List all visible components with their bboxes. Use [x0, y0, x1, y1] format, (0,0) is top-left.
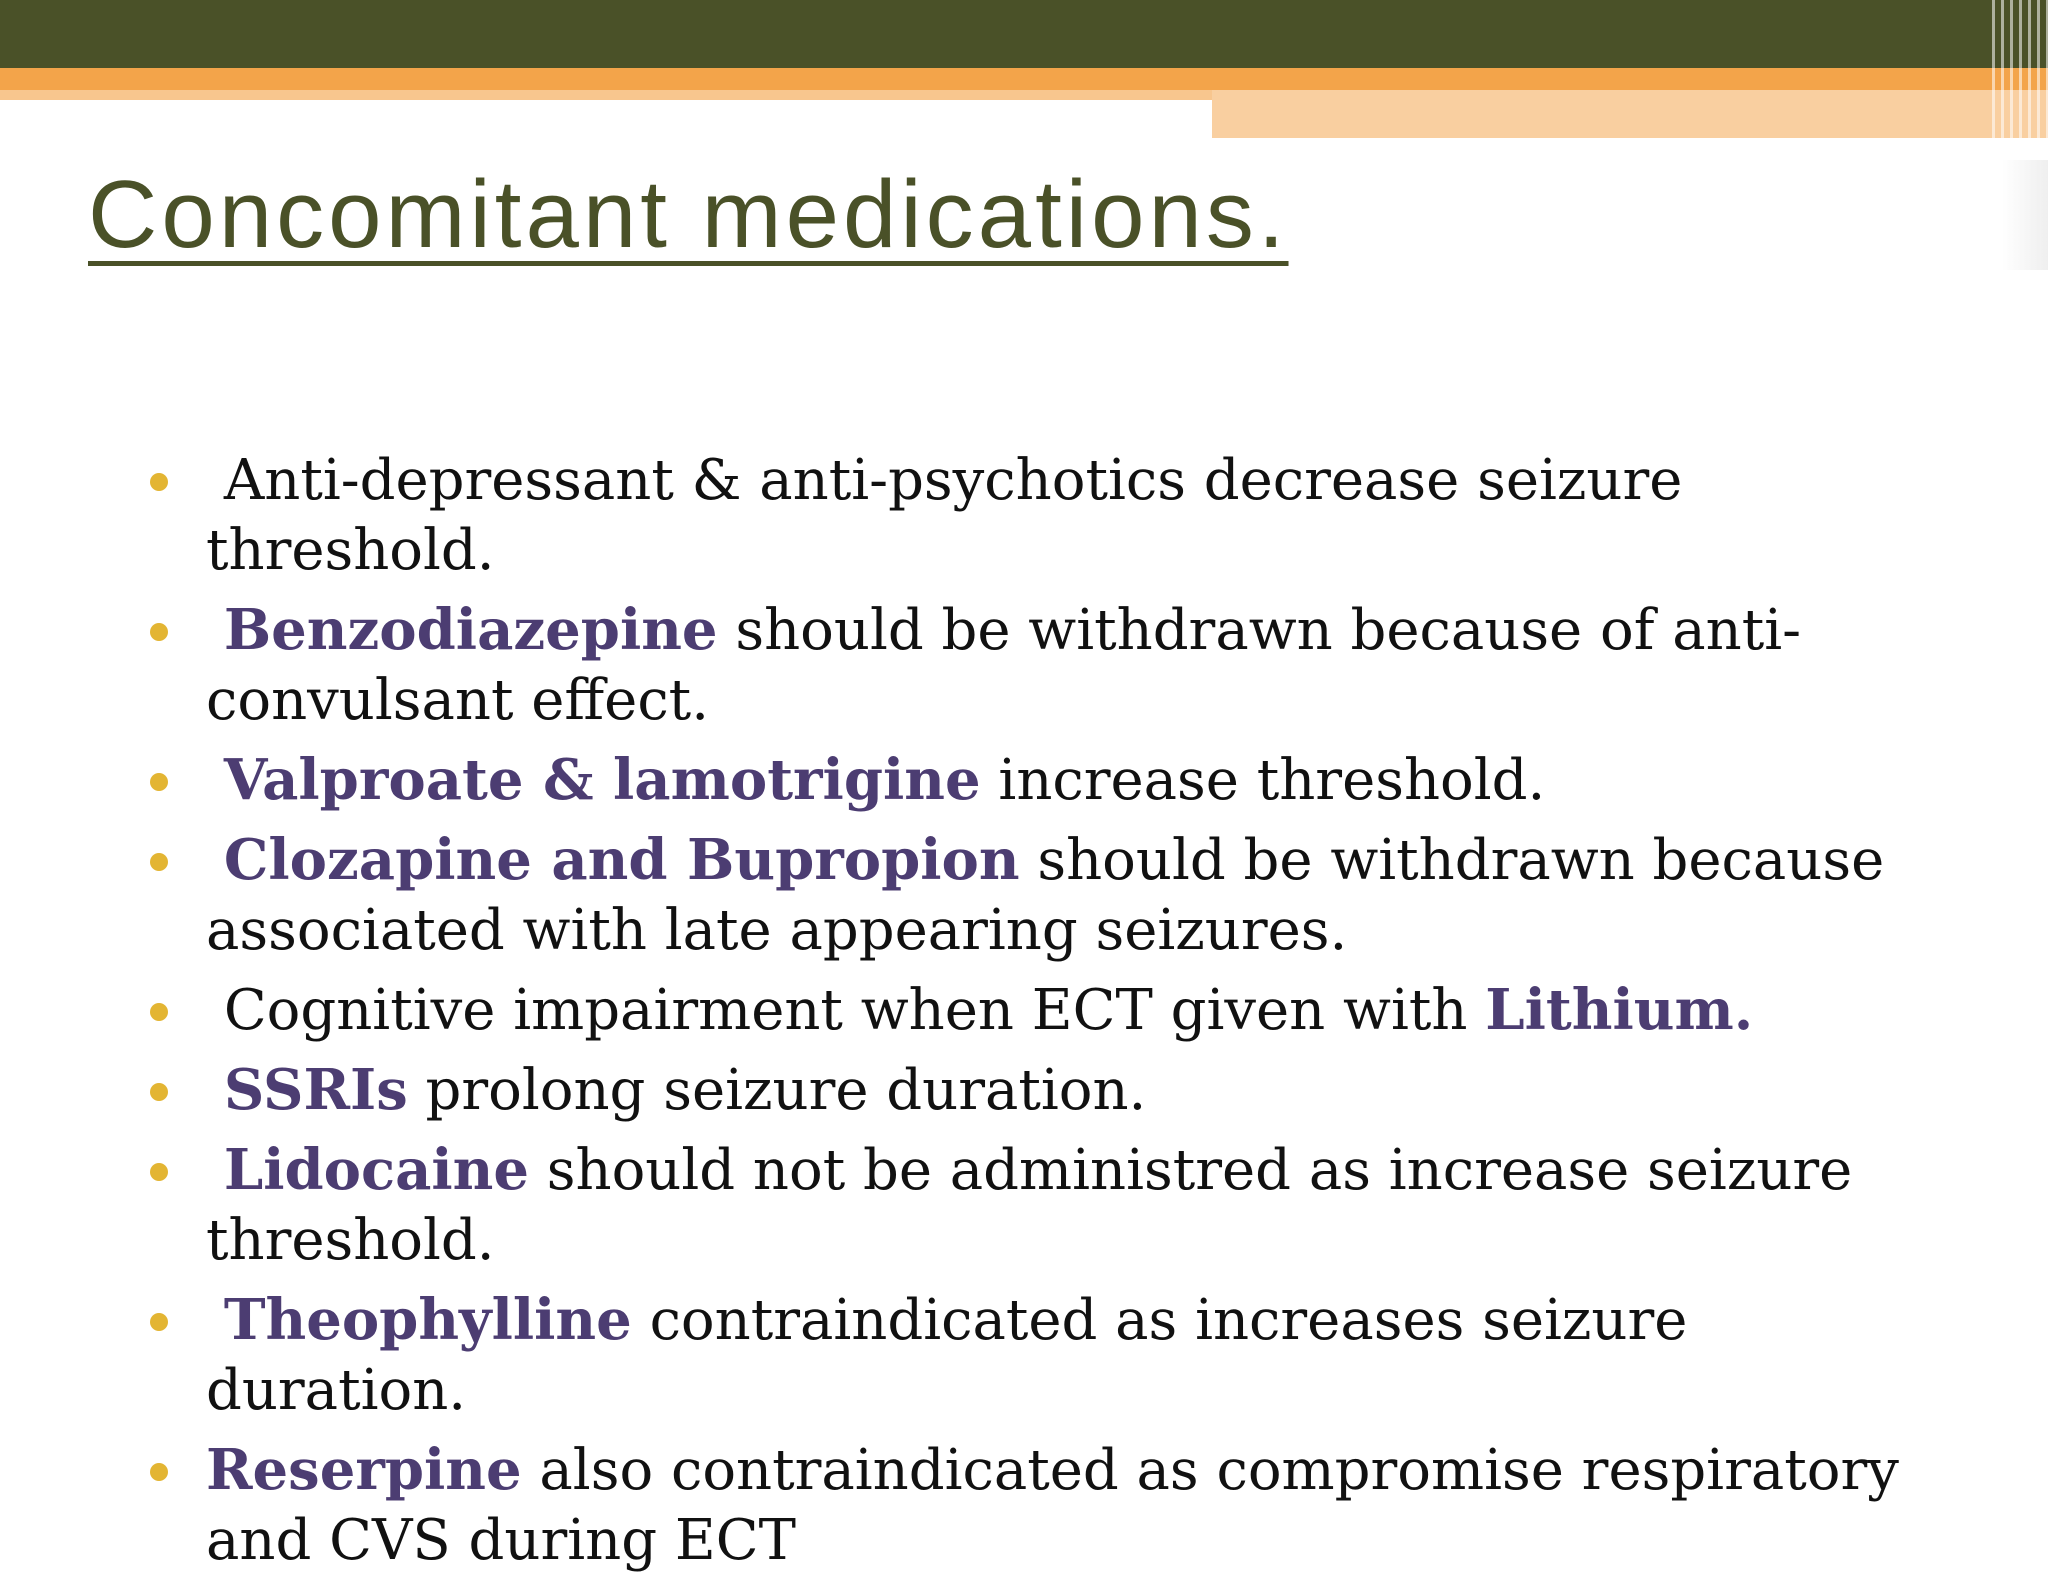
bullet-item [150, 1285, 1940, 1426]
bullet-text: should not be administred as increase seizure threshold. [206, 1138, 1853, 1273]
bullet-text: contraindicated as increases seizure duration. [206, 1288, 1688, 1423]
bullet-highlight: Reserpine [206, 1437, 522, 1503]
bullet-highlight: SSRIs [223, 1057, 408, 1123]
bullet-highlight: Clozapine and Bupropion [223, 827, 1020, 893]
bullet-highlight: Valproate & lamotrigine [223, 747, 981, 813]
bullet-item [150, 445, 1940, 586]
bullet-item [150, 975, 1940, 1046]
bullet-text: should be withdrawn because of anti-convulsant effect. [206, 598, 1802, 733]
bullet-item [150, 1055, 1940, 1126]
bullet-list [150, 445, 1940, 1585]
bullet-text: should be withdrawn because associated with late appearing seizures. [206, 828, 1885, 963]
bullet-text: also contraindicated as compromise respiratory and CVS during ECT [206, 1438, 1899, 1573]
bullet-item [150, 745, 1940, 816]
bullet-dot-icon [150, 1003, 168, 1021]
bullet-dot-icon [150, 623, 168, 641]
bullet-text: Anti-depressant & anti-psychotics decrease seizure threshold. [206, 448, 1683, 583]
header-peach-band [1212, 90, 2048, 138]
bullet-text: Cognitive impairment when ECT given with [223, 978, 1486, 1043]
bullet-dot-icon [150, 773, 168, 791]
slide-title: Concomitant medications. [88, 161, 1289, 268]
header-orange-thin-band [0, 90, 1212, 100]
bullet-item [150, 825, 1940, 966]
bullet-dot-icon [150, 1463, 168, 1481]
header-stripes [1992, 0, 2048, 138]
bullet-dot-icon [150, 1163, 168, 1181]
bullet-highlight: Benzodiazepine [223, 597, 718, 663]
bullet-dot-icon [150, 473, 168, 491]
header-orange-band [0, 68, 2048, 90]
bullet-item [150, 1135, 1940, 1276]
bullet-text: prolong seizure duration. [407, 1058, 1147, 1123]
bullet-dot-icon [150, 1083, 168, 1101]
bullet-item [150, 1435, 1940, 1576]
bullet-highlight: Lidocaine [223, 1137, 529, 1203]
bullet-dot-icon [150, 1313, 168, 1331]
edge-shadow [2002, 160, 2048, 270]
bullet-highlight: Theophylline [223, 1287, 632, 1353]
bullet-dot-icon [150, 853, 168, 871]
header-dark-band [0, 0, 2048, 68]
bullet-text: increase threshold. [980, 748, 1546, 813]
bullet-item [150, 595, 1940, 736]
bullet-highlight-end: Lithium. [1485, 977, 1754, 1043]
